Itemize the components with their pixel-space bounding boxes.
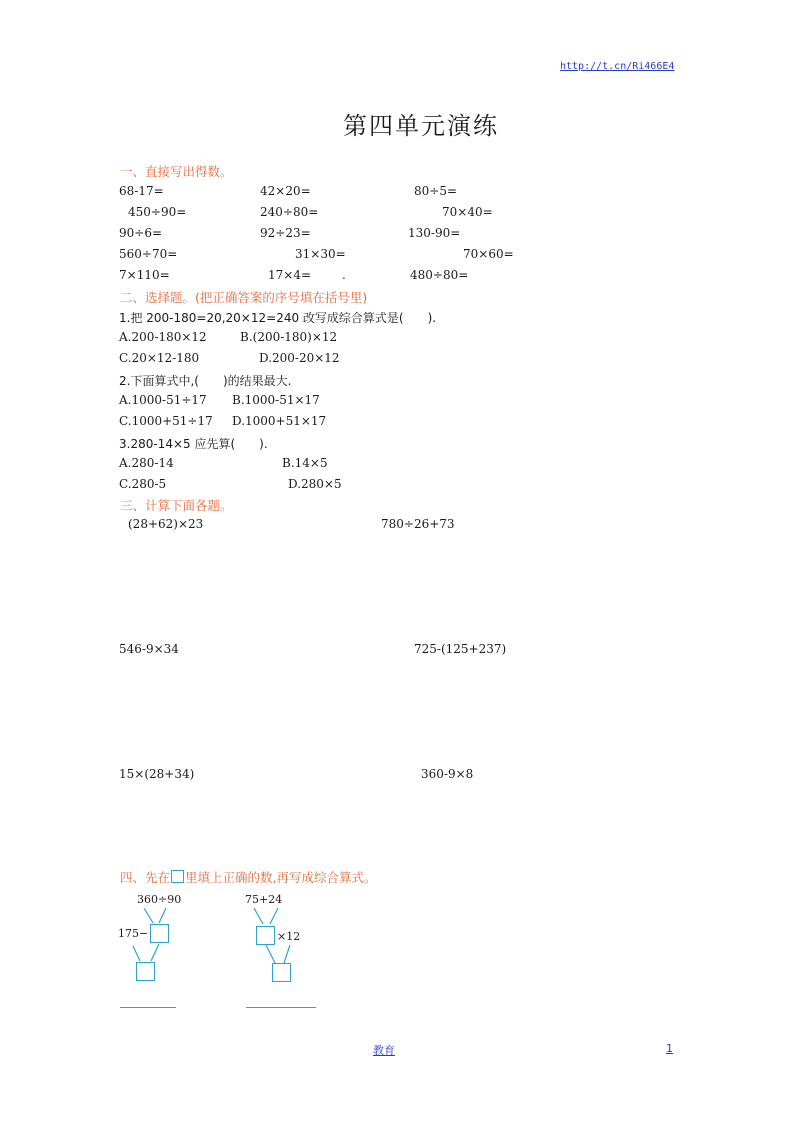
s1-r3-c2: 92÷23= [260, 226, 311, 240]
q1-stem: 1.把 200-180=20,20×12=240 改写成综合算式是( ). [119, 311, 437, 325]
q1-option-d: D.200-20×12 [259, 351, 340, 365]
diagram1-answer-line[interactable] [120, 1007, 176, 1008]
calc-item-4: 725-(125+237) [414, 642, 507, 656]
q3-option-a: A.280-14 [119, 456, 174, 470]
source-url-link[interactable]: http://t.cn/Ri466E4 [560, 61, 675, 72]
s1-r1-c1: 68-17= [119, 184, 164, 198]
s1-r1-c2: 42×20= [260, 184, 311, 198]
q2-option-c: C.1000+51÷17 [119, 414, 213, 428]
q2-stem: 2.下面算式中,( )的结果最大. [119, 374, 292, 388]
diagram1-answer-box-2[interactable] [136, 962, 155, 981]
q3-option-d: D.280×5 [288, 477, 342, 491]
diagram1-left-label: 175− [118, 927, 149, 940]
s1-r2-c3: 70×40= [442, 205, 493, 219]
page-number: 1 [666, 1042, 673, 1055]
diagram2-top-label: 75+24 [245, 893, 283, 906]
calc-item-1: (28+62)×23 [128, 517, 204, 531]
diagram2-answer-line[interactable] [246, 1007, 316, 1008]
section3-heading: 三、计算下面各题。 [120, 498, 233, 513]
diagram1-answer-box-1[interactable] [150, 924, 169, 943]
q1-option-a: A.200-180×12 [119, 330, 207, 344]
q1-option-c: C.20×12-180 [119, 351, 200, 365]
s1-r5-c2: 17×4= [268, 268, 312, 282]
section4-heading-pre: 四、先在 [120, 870, 171, 885]
calc-item-6: 360-9×8 [421, 767, 474, 781]
footer-link[interactable]: 教育 [373, 1044, 395, 1057]
calc-item-5: 15×(28+34) [119, 767, 195, 781]
section1-heading: 一、直接写出得数。 [120, 164, 233, 179]
s1-r1-c3: 80÷5= [414, 184, 458, 198]
page-title: 第四单元演练 [343, 112, 499, 140]
s1-r5-c1: 7×110= [119, 268, 170, 282]
q2-option-d: D.1000+51×17 [232, 414, 327, 428]
diagram2-right-label: ×12 [277, 930, 301, 943]
q2-option-b: B.1000-51×17 [232, 393, 320, 407]
calc-item-2: 780÷26+73 [381, 517, 455, 531]
s1-r4-c3: 70×60= [463, 247, 514, 261]
q3-option-b: B.14×5 [282, 456, 328, 470]
q1-option-b: B.(200-180)×12 [240, 330, 338, 344]
diagram1-top-label: 360÷90 [137, 893, 182, 906]
calc-item-3: 546-9×34 [119, 642, 179, 656]
q3-stem: 3.280-14×5 应先算( ). [119, 437, 268, 451]
s1-r3-c3: 130-90= [408, 226, 461, 240]
section2-heading: 二、选择题。(把正确答案的序号填在括号里) [120, 290, 368, 305]
s1-r3-c1: 90÷6= [119, 226, 163, 240]
s1-r4-c1: 560÷70= [119, 247, 178, 261]
section4-heading-post: 里填上正确的数,再写成综合算式。 [185, 870, 377, 885]
s1-r4-c2: 31×30= [295, 247, 346, 261]
diagram2-answer-box-1[interactable] [256, 926, 275, 945]
s1-r2-c1: 450÷90= [128, 205, 187, 219]
s1-r2-c2: 240÷80= [260, 205, 319, 219]
s1-r5-c3: 480÷80= [410, 268, 469, 282]
s1-r5-dot: . [342, 268, 346, 282]
q2-option-a: A.1000-51÷17 [119, 393, 207, 407]
diagram2-answer-box-2[interactable] [272, 963, 291, 982]
q3-option-c: C.280-5 [119, 477, 167, 491]
